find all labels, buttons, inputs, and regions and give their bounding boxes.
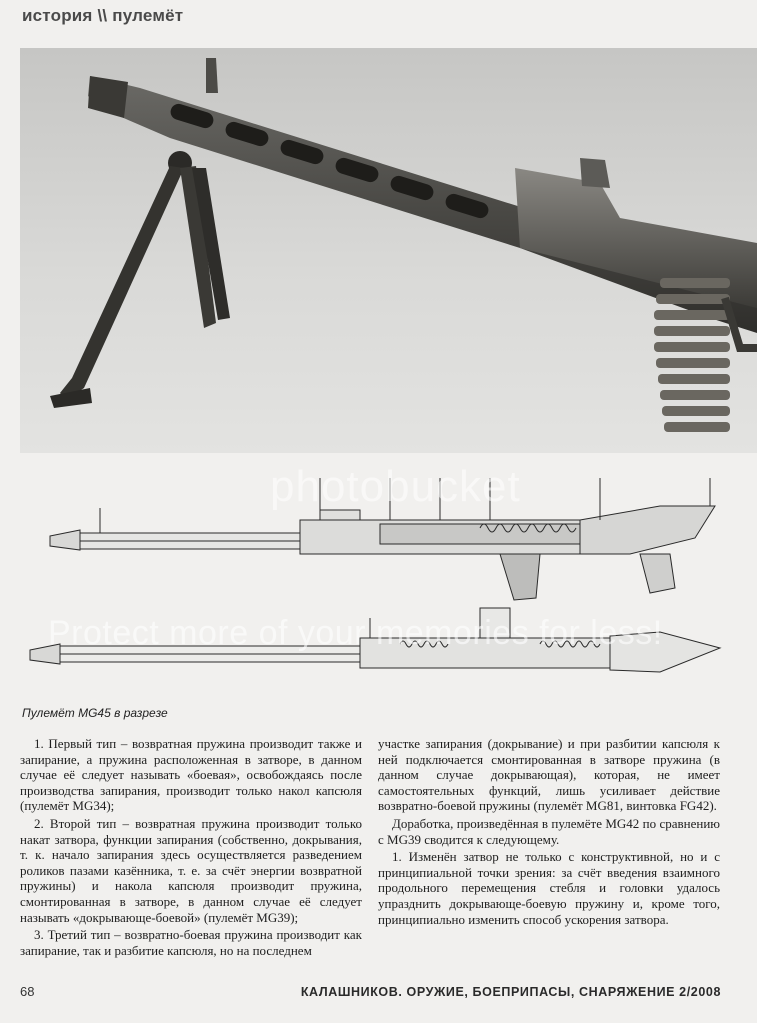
watermark-slogan: Protect more of your memories for less! xyxy=(48,614,663,652)
machine-gun-photo xyxy=(20,48,757,453)
machine-gun-illustration xyxy=(20,48,757,453)
article-column-left xyxy=(20,736,362,960)
magazine-title: КАЛАШНИКОВ. ОРУЖИЕ, БОЕПРИПАСЫ, СНАРЯЖЕНИЕ 2/2008 xyxy=(300,985,721,999)
paragraph: 1. Изменён затвор не только с конструктивной, но и с принципиальной точки зрения: за счёт введения взаимного продольного перемещения стебля и головки удалось упразднить докрывающе-боевую пружину и, кроме того, принципиально изменить способ ускорения затвора. xyxy=(378,849,720,927)
article-column-right xyxy=(378,736,720,929)
section-header: история \\ пулемёт xyxy=(22,6,184,25)
paragraph: 2. Второй тип – возвратная пружина производит только накат затвора, функции запирания (собственно, докрывания, т. к. начало запирания здесь осуществляется разведением роликов пазами казённика, т. е. за счёт энергии возвратной пружины) и накола капсюля производит пружина, смонтированная в затворе, в данном случае её следует называть «докрывающе-боевой» (пулемёт MG39); xyxy=(20,815,362,925)
paragraph: Доработка, произведённая в пулемёте MG42 по сравнению с MG39 сводится к следующему. xyxy=(378,815,720,847)
page-number: 68 xyxy=(20,984,35,999)
paragraph: участке запирания (докрывание) и при разбитии капсюля к ней подключается смонтированная в затворе пружина (в данном случае докрывающая), которая, не имеет самостоятельных функций, лишь усиливает действие возвратно-боевой пружины (пулемёт MG81, винтовка FG42). xyxy=(378,736,720,814)
paragraph: 1. Первый тип – возвратная пружина производит также и запирание, а пружина расположенная в затворе, в данном случае её следует называть «боевая», освобождаясь после производства запирания, производит только накол капсюля (пулемёт MG34); xyxy=(20,736,362,814)
figure-caption: Пулемёт MG45 в разрезе xyxy=(22,706,168,720)
paragraph: 3. Третий тип – возвратно-боевая пружина производит как запирание, так и разбитие капсюля, но на последнем xyxy=(20,927,362,958)
watermark-logo-text: photobucket xyxy=(270,462,521,511)
